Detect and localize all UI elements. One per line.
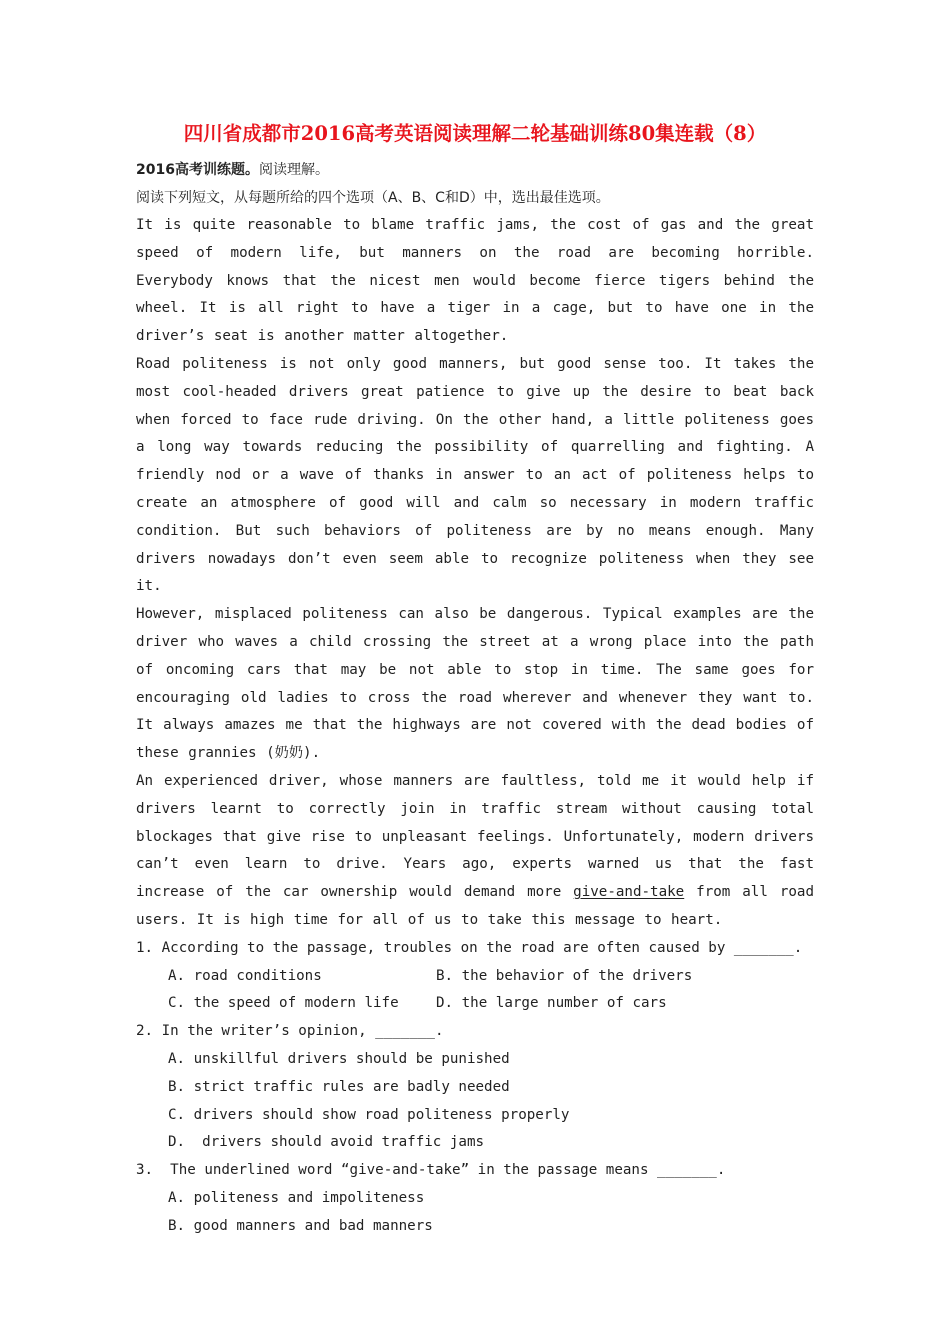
question-1-option-a: A. road conditions [168,967,322,984]
subheading-bold: 2016高考训练题。 [136,162,259,178]
question-1-stem: 1. According to the passage, troubles on the road are often caused by _______. [136,939,803,956]
question-2-option-a: A. unskillful drivers should be punished [168,1050,510,1067]
question-1-options-row-1 [136,963,814,991]
question-3-option-a: A. politeness and impoliteness [168,1189,425,1206]
question-3-stem: 3. The underlined word “give-and-take” in the passage means _______. [136,1162,726,1179]
subheading-normal: 阅读理解。 [258,162,329,178]
paragraph-4-after: from all road users. It is high time for all of us to take this message to heart. [136,884,814,928]
question-1-options-row-2 [136,990,814,1018]
paragraph-4 [136,768,814,935]
question-1-option-b: B. the behavior of the drivers [436,967,693,984]
question-1-option-d: D. the large number of cars [436,995,667,1012]
underlined-word: give-and-take [573,884,685,901]
paragraph-4-before: An experienced driver, whose manners are faultless, told me it would help if drivers learnt to correctly join in traffic stream without causing total blockages that give rise to unpleasant feelings. Unfortunately, modern drivers can’t even learn to drive. Years ago, experts warned us that the fast increase of the car ownership would demand more [136,772,814,901]
question-2-stem: 2. In the writer’s opinion, _______. [136,1023,444,1040]
question-1-option-c: C. the speed of modern life [168,995,399,1012]
question-2-option-c: C. drivers should show road politeness properly [168,1106,570,1123]
document-page [136,118,814,1240]
paragraph-1: It is quite reasonable to blame traffic jams, the cost of gas and the great speed of modern life, but manners on the road are becoming horrible. Everybody knows that the nicest men would become fierce tigers behind the wheel. It is all right to have a tiger in a cage, but to have one in the driver’s seat is another matter altogether. [136,217,814,345]
instruction: 阅读下列短文，从每题所给的四个选项（A、B、C和D）中，选出最佳选项。 [136,190,610,206]
paragraph-3: However, misplaced politeness can also be dangerous. Typical examples are the driver who waves a child crossing the street at a wrong place into the path of oncoming cars that may be not able to stop in time. The same goes for encouraging old ladies to cross the road wherever and whenever they want to. It always amazes me that the highways are not covered with the dead bodies of these grannies (奶奶). [136,606,814,762]
document-title: 四川省成都市2016高考英语阅读理解二轮基础训练80集连载（8） [183,122,767,145]
question-3-option-b: B. good manners and bad manners [168,1217,433,1234]
question-2-option-b: B. strict traffic rules are badly needed [168,1078,510,1095]
subheading [136,156,814,184]
question-2-option-d: D. drivers should avoid traffic jams [168,1134,485,1151]
paragraph-2: Road politeness is not only good manners, but good sense too. It takes the most cool-headed drivers great patience to give up the desire to beat back when forced to face rude driving. On the other hand, a little politeness goes a long way towards reducing the possibility of quarrelling and fighting. A friendly nod or a wave of thanks in answer to an act of politeness helps to create an atmosphere of good will and calm so necessary in modern traffic condition. But such behaviors of politeness are by no means enough. Many drivers nowadays don’t even seem able to recognize politeness when they see it. [136,355,814,595]
